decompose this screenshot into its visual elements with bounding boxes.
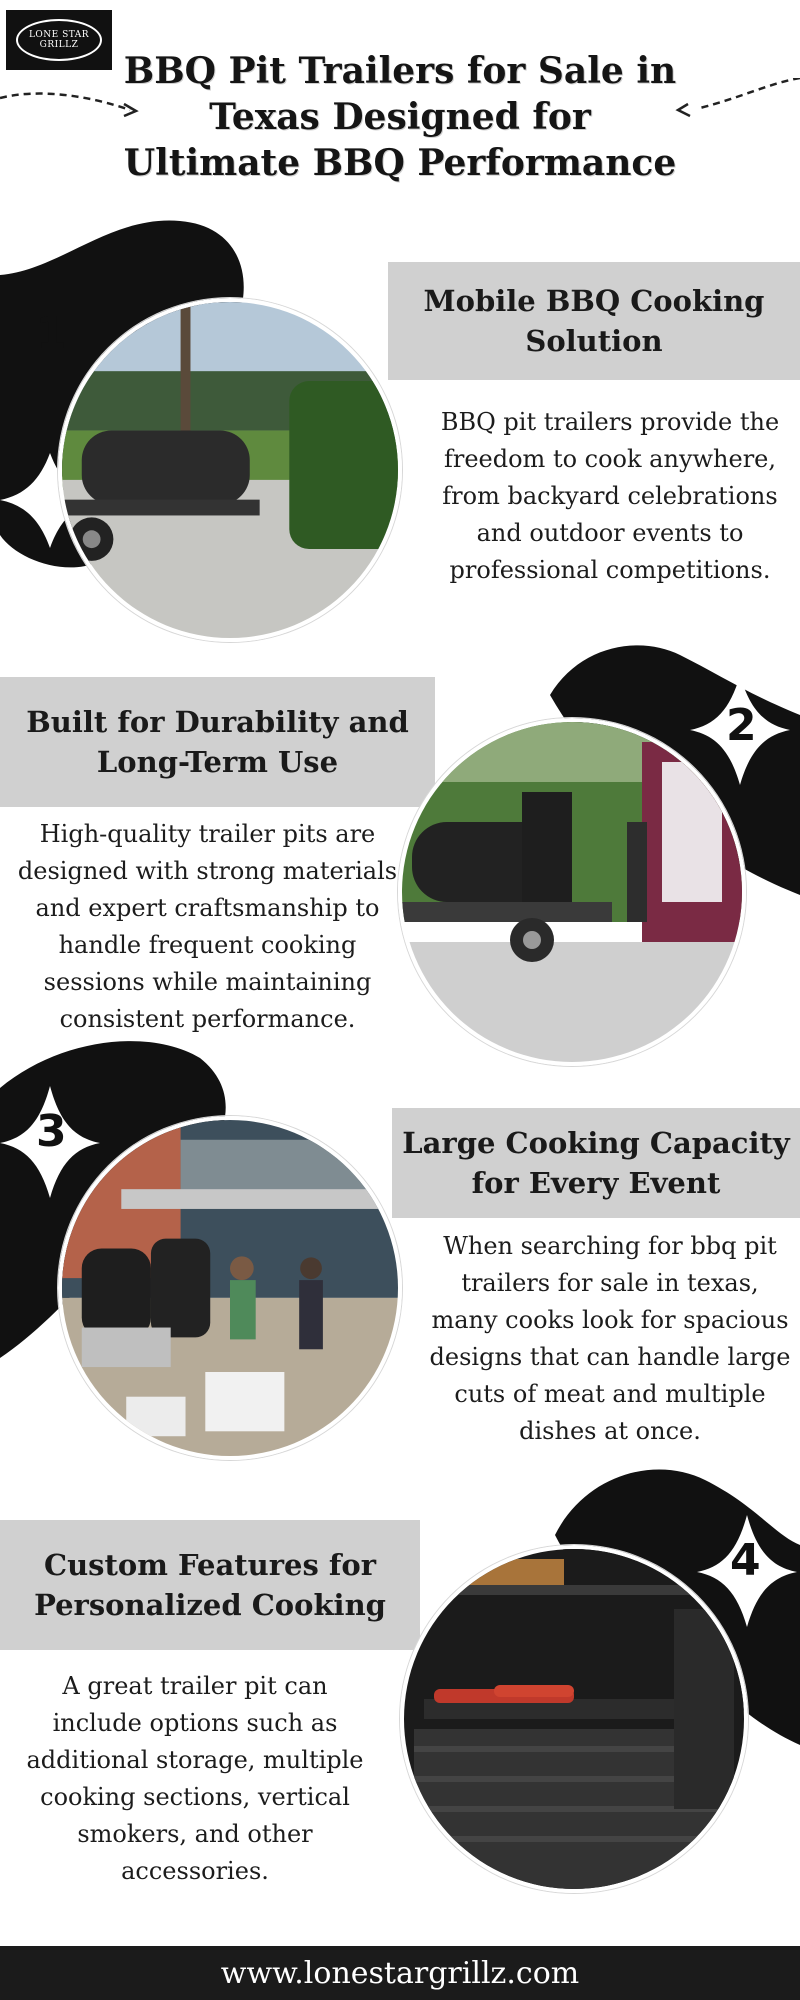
website-link[interactable]: www.lonestargrillz.com (220, 1955, 580, 1991)
logo-line-2: GRILLZ (39, 40, 79, 50)
section-3-body: When searching for bbq pit trailers for sale in texas, many cooks look for spacious designs that can handle large cuts of meat and multiple dishes at once. (429, 1232, 791, 1445)
section-4-number: 4 (730, 1535, 761, 1586)
section-4-body: A great trailer pit can include options such as additional storage, multiple cooking sections, vertical smokers, and other accessories. (26, 1672, 364, 1885)
smoker-interior-photo (404, 1549, 744, 1889)
section-3-heading-banner (392, 1108, 800, 1218)
section-4-heading-banner (0, 1520, 420, 1650)
section-3-heading: Large Cooking Capacity for Every Event (402, 1126, 790, 1200)
smoker-trailer-photo-1 (62, 302, 398, 638)
section-3-number: 3 (36, 1106, 67, 1157)
section-4-heading: Custom Features for Personalized Cooking (34, 1548, 386, 1622)
section-2-body: High-quality trailer pits are designed with strong materials and expert craftsmanship to handle frequent cooking sessions while maintaining consistent performance. (17, 820, 398, 1033)
section-2-heading: Built for Durability and Long-Term Use (26, 705, 409, 779)
section-2-photo (398, 718, 746, 1066)
section-1-heading: Mobile BBQ Cooking Solution (423, 284, 765, 358)
smoker-trailer-photo-2 (402, 722, 742, 1062)
section-1-number: 1 (36, 308, 67, 359)
section-2-number: 2 (726, 700, 757, 751)
logo-oval (16, 19, 102, 61)
section-3-photo (58, 1116, 402, 1460)
brand-logo (6, 10, 112, 70)
section-1-photo (58, 298, 402, 642)
outdoor-cooking-event-photo (62, 1120, 398, 1456)
section-4-photo (400, 1545, 748, 1893)
section-1-body: BBQ pit trailers provide the freedom to cook anywhere, from backyard celebrations and outdoor events to professional competitions. (440, 408, 780, 584)
section-1-heading-banner (388, 262, 800, 380)
footer-bar (0, 1946, 800, 2000)
page-title: BBQ Pit Trailers for Sale in Texas Designed for Ultimate BBQ Performance (123, 50, 677, 184)
logo-line-1: LONE STAR (28, 30, 90, 40)
section-2-heading-banner (0, 677, 435, 807)
